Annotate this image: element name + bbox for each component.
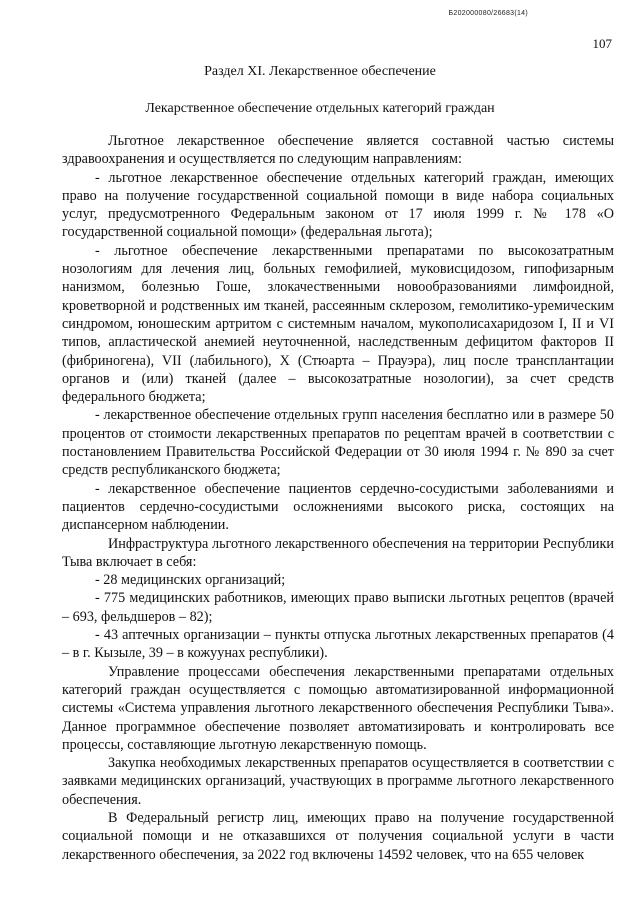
list-item-cardiovascular: - лекарственное обеспечение пациентов сердечно-сосудистыми заболеваниями и пациентов сердечно-сосудистыми осложнениями высокого риска, состоящих на диспансерном наблюдении. xyxy=(62,480,614,534)
list-item-pharmacies: - 43 аптечных организации – пункты отпуска льготных лекарственных препаратов (4 – в г. Кызыле, 39 – в кожуунах республики). xyxy=(62,627,614,662)
paragraph-procurement: Закупка необходимых лекарственных препаратов осуществляется в соответствии с заявками медицинских организаций, участвующих в программе льготного лекарственного обеспечения. xyxy=(62,755,614,808)
document-body xyxy=(62,132,614,864)
page-number: 107 xyxy=(592,36,612,51)
paragraph-infrastructure: Инфраструктура льготного лекарственного обеспечения на территории Республики Тыва включает в себя: xyxy=(62,535,614,570)
document-stamp: Б202000080/26683(14) xyxy=(448,10,528,17)
paragraph-management: Управление процессами обеспечения лекарственными препаратами отдельных категорий граждан осуществляется с помощью автоматизированной информационной системы «Система управления льготного лекарственного обеспечения Республики Тыва». Данное программное обеспечение позволяет автоматизировать и контролировать все процессы, составляющие льготную лекарственную помощь. xyxy=(62,663,614,753)
list-item-medical-orgs: - 28 медицинских организаций; xyxy=(95,572,286,589)
paragraph-federal-register: В Федеральный регистр лиц, имеющих право на получение государственной социальной помощи и не отказавшихся от получения социальной услуги в части лекарственного обеспечения, за 2022 год включены 14592 человек, что на 655 человек xyxy=(62,809,614,863)
list-item-republic-budget: - лекарственное обеспечение отдельных групп населения бесплатно или в размере 50 процентов от стоимости лекарственных препаратов по рецептам врачей в соответствии с постановлением Правительства Российской Федерации от 30 июля 1994 г. № 890 за счет средств республиканского бюджета; xyxy=(62,407,614,479)
list-item-medical-workers: - 775 медицинских работников, имеющих право выписки льготных рецептов (врачей – 693, фельдшеров – 82); xyxy=(62,590,614,625)
section-title: Раздел XI. Лекарственное обеспечение xyxy=(204,64,436,79)
list-item-high-cost-nosologies: - льготное обеспечение лекарственными препаратами по высокозатратным нозологиям для лечения лиц, больных гемофилией, муковисцидозом, гипофизарным нанизмом, болезнью Гоше, злокачественными новообразованиями лимфоидной, кроветворной и родственных им тканей, рассеянным склерозом, гемолитико-уремическим синдромом, юношеским артритом с системным началом, мукополисахаридозом I, II и VI типов, апластической анемией неуточненной, наследственным дефицитом факторов II (фибриногена), VII (лабильного), X (Стюарта – Прауэра), лиц после трансплантации органов и (или) тканей (далее – высокозатратные нозологии), за счет средств федерального бюджета; xyxy=(62,242,614,406)
subsection-title: Лекарственное обеспечение отдельных категорий граждан xyxy=(145,101,495,116)
paragraph-intro: Льготное лекарственное обеспечение является составной частью системы здравоохранения и осуществляется по следующим направлениям: xyxy=(62,133,614,168)
list-item-federal-benefit: - льготное лекарственное обеспечение отдельных категорий граждан, имеющих право на получение государственной социальной помощи в виде набора социальных услуг, предусмотренного Федеральным законом от 17 июля 1999 г. № 178 «О государственной социальной помощи» (федеральная льгота); xyxy=(62,169,614,241)
